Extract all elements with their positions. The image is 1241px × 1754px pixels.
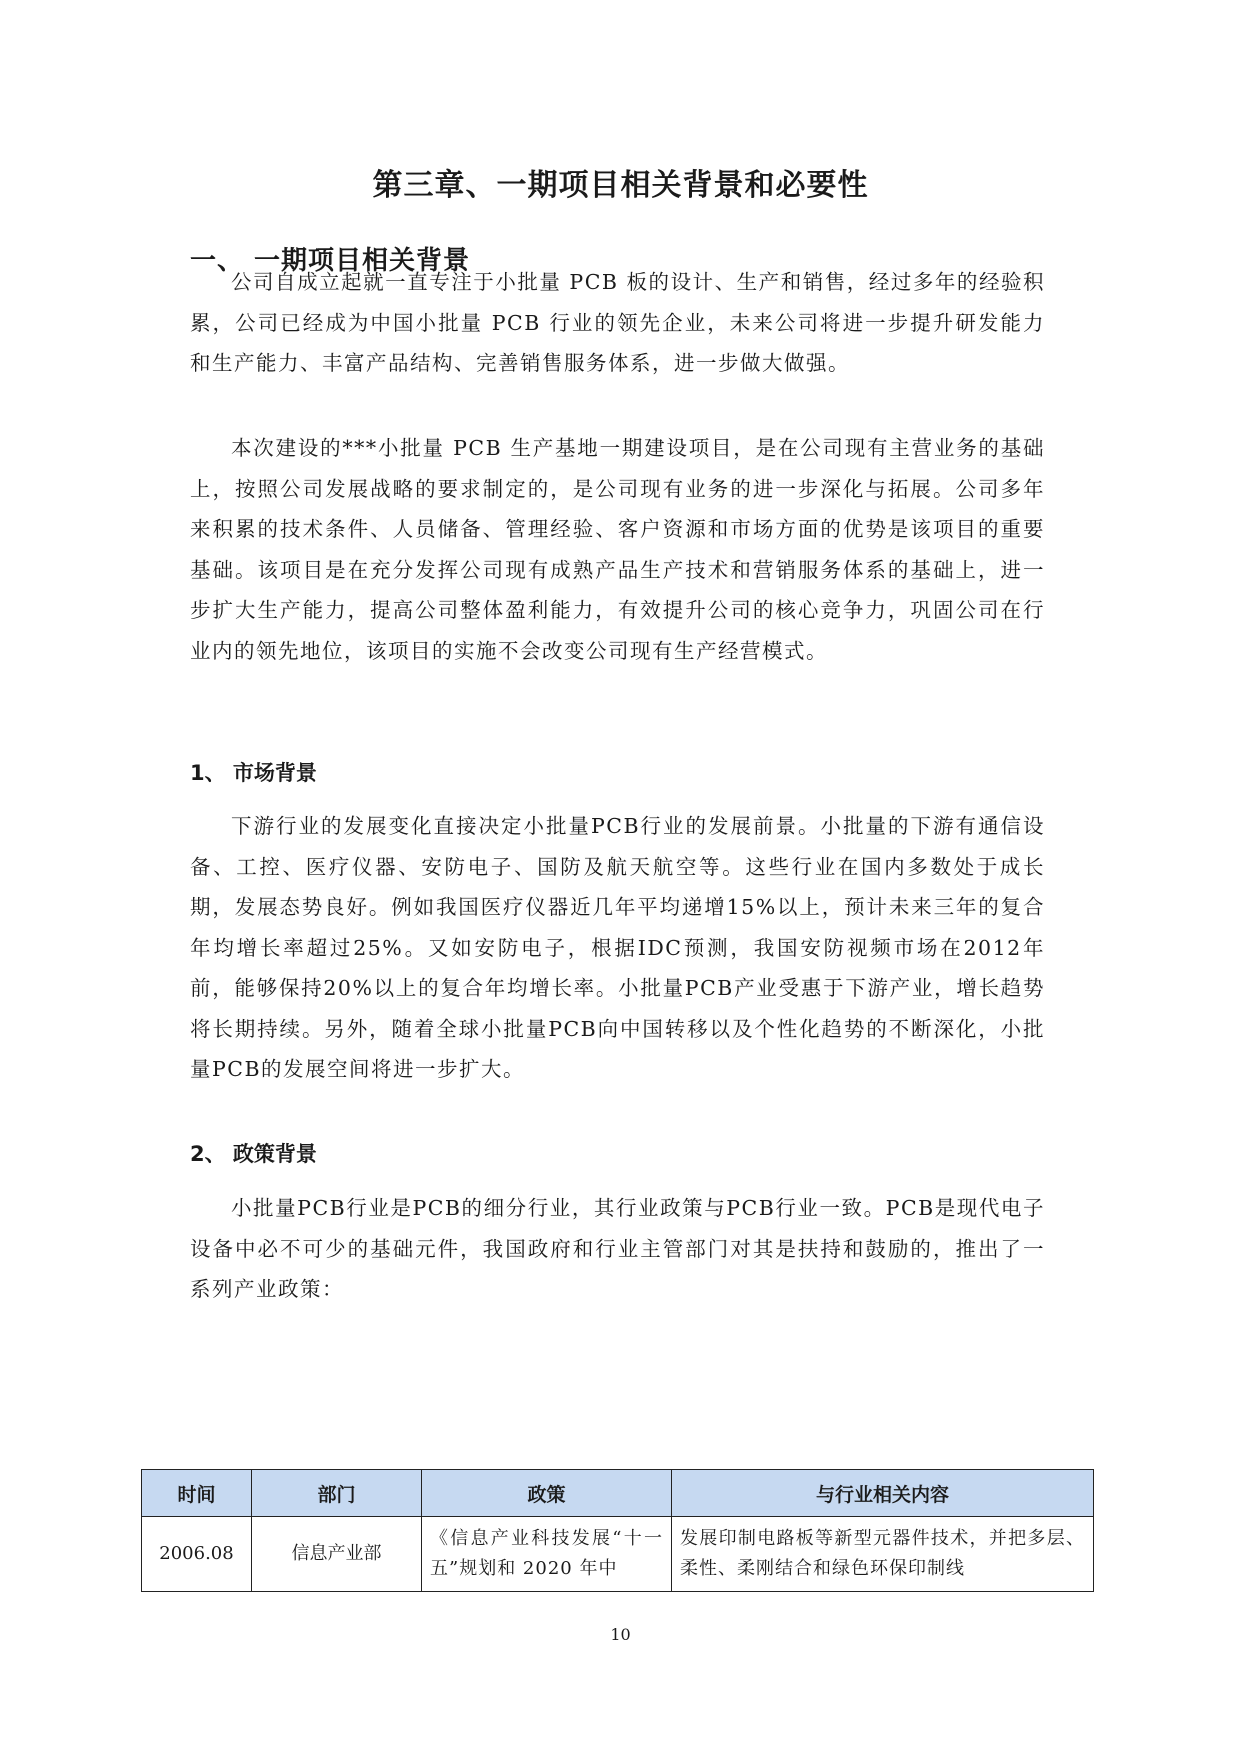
intro-paragraph-1: 公司自成立起就一直专注于小批量 PCB 板的设计、生产和销售，经过多年的经验积累，公司已经成为中国小批量 PCB 行业的领先企业，未来公司将进一步提升研发能力和生产能力、丰富产品结构、完善销售服务体系，进一步做大做强。 — [190, 270, 1045, 375]
table-header-policy: 政策 — [422, 1470, 672, 1517]
table-cell-policy: 《信息产业科技发展“十一五”规划和 2020 年中 — [422, 1517, 672, 1592]
page-number: 10 — [610, 1625, 631, 1644]
table-header-content: 与行业相关内容 — [672, 1470, 1094, 1517]
policy-background-heading: 2、 政策背景 — [190, 1142, 317, 1166]
table-cell-time: 2006.08 — [142, 1517, 252, 1592]
section-heading: 一、 一期项目相关背景 — [190, 246, 471, 276]
intro-paragraph-2: 本次建设的***小批量 PCB 生产基地一期建设项目，是在公司现有主营业务的基础上，按照公司发展战略的要求制定的，是公司现有业务的进一步深化与拓展。公司多年来积累的技术条件、人员储备、管理经验、客户资源和市场方面的优势是该项目的重要基础。该项目是在充分发挥公司现有成熟产品生产技术和营销服务体系的基础上，进一步扩大生产能力，提高公司整体盈利能力，有效提升公司的核心竞争力，巩固公司在行业内的领先地位，该项目的实施不会改变公司现有生产经营模式。 — [190, 436, 1045, 663]
market-background-paragraph: 下游行业的发展变化直接决定小批量PCB行业的发展前景。小批量的下游有通信设备、工控、医疗仪器、安防电子、国防及航天航空等。这些行业在国内多数处于成长期，发展态势良好。例如我国医疗仪器近几年平均递增15%以上，预计未来三年的复合年均增长率超过25%。又如安防电子，根据IDC预测，我国安防视频市场在2012年前，能够保持20%以上的复合年均增长率。小批量PCB产业受惠于下游产业，增长趋势将长期持续。另外，随着全球小批量PCB向中国转移以及个性化趋势的不断深化，小批量PCB的发展空间将进一步扩大。 — [190, 814, 1045, 1081]
table-header-department: 部门 — [252, 1470, 422, 1517]
market-background-heading: 1、 市场背景 — [190, 761, 317, 785]
table-header-row — [142, 1470, 1094, 1517]
table-cell-department: 信息产业部 — [252, 1517, 422, 1592]
table-cell-content: 发展印制电路板等新型元器件技术，并把多层、柔性、柔刚结合和绿色环保印制线 — [672, 1517, 1094, 1592]
table-row — [142, 1517, 1094, 1592]
table-header-time: 时间 — [142, 1470, 252, 1517]
policy-background-paragraph: 小批量PCB行业是PCB的细分行业，其行业政策与PCB行业一致。PCB是现代电子设备中必不可少的基础元件，我国政府和行业主管部门对其是扶持和鼓励的，推出了一系列产业政策： — [190, 1196, 1045, 1301]
policy-table — [141, 1469, 1094, 1592]
chapter-title: 第三章、一期项目相关背景和必要性 — [372, 168, 869, 203]
